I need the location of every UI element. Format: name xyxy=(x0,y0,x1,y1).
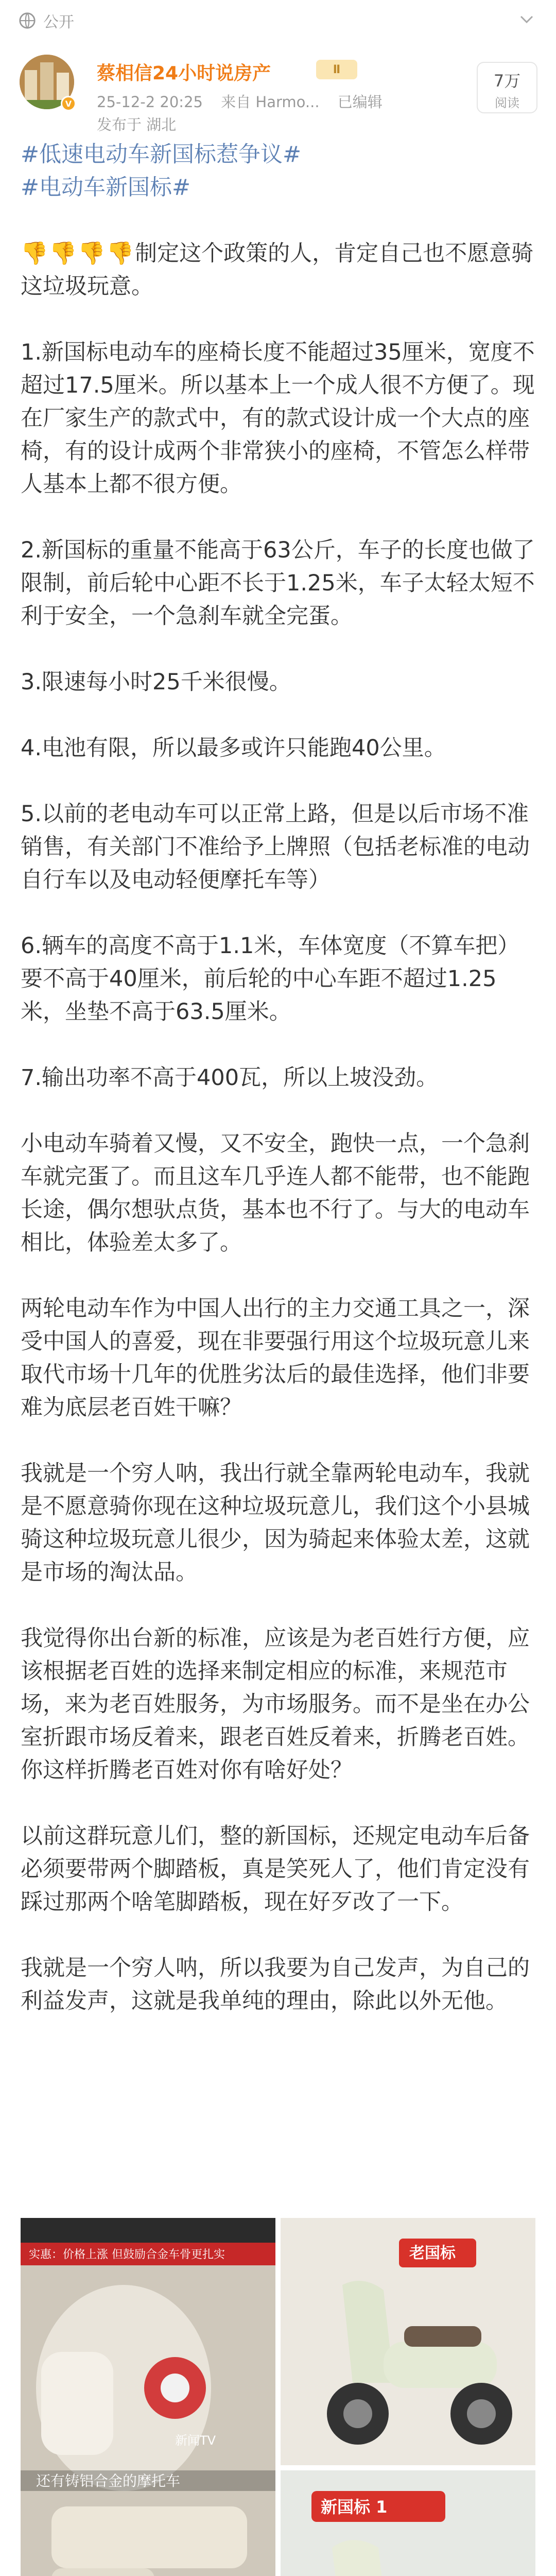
thumbs-down-icon: 👎👎👎👎 xyxy=(21,241,135,266)
paragraph: 两轮电动车作为中国人出行的主力交通工具之一，深受中国人的喜爱，现在非要强行用这个垃圾玩意儿来取代市场十几年的优胜劣汰后的最佳选择，他们非要难为底层老百姓干嘛？ xyxy=(21,1296,530,1420)
reads-label: 阅读 xyxy=(495,96,519,110)
paragraph: 5.以前的老电动车可以正常上路，但是以后市场不准销售，有关部门不准给予上牌照（包括老标准的电动自行车以及电动轻便摩托车等） xyxy=(21,801,530,893)
edited-label[interactable]: 已编辑 xyxy=(337,93,383,111)
old-standard-label: 老国标 xyxy=(409,2244,456,2262)
reads-counter xyxy=(477,62,537,113)
image-scooter-closeup[interactable] xyxy=(21,2218,275,2576)
post-meta xyxy=(97,91,396,112)
paragraph: 4.电池有限，所以最多或许只能跑40公里。 xyxy=(21,735,446,761)
paragraph: 3.限速每小时25千米很慢。 xyxy=(21,669,291,695)
paragraph: 我就是一个穷人呐，所以我要为自己发声，为自己的利益发声，这就是我单纯的理由，除此以外无他。 xyxy=(21,1955,530,2014)
image-banner-text: 实惠：价格上涨 但鼓励合金车骨更扎实 xyxy=(29,2248,225,2261)
image-grid xyxy=(21,2218,535,2576)
paragraph: 👎👎👎👎制定这个政策的人，肯定自己也不愿意骑这垃圾玩意。 xyxy=(21,237,535,303)
post-source: 来自 Harmo... xyxy=(221,93,320,111)
visibility-label: 公开 xyxy=(43,13,74,31)
post-body xyxy=(0,129,556,2018)
image-new-standard[interactable] xyxy=(281,2470,535,2576)
top-bar xyxy=(0,0,556,41)
topic-tags xyxy=(21,138,535,204)
globe-icon xyxy=(19,12,36,29)
reads-count: 7万 xyxy=(493,71,521,91)
paragraph: 小电动车骑着又慢，又不安全，跑快一点，一个急刹车就完蛋了。而且这车几乎连人都不能带，也不能跑长途，偶尔想驮点货，基本也不行了。与大的电动车相比，体验差太多了。 xyxy=(21,1131,530,1256)
post-location: 发布于 湖北 xyxy=(97,116,177,133)
level-badge: Ⅱ xyxy=(316,60,357,79)
verified-badge-icon: V xyxy=(61,96,76,111)
image-caption-top: 还有铸铝合金的摩托车 xyxy=(36,2472,181,2489)
paragraph: 2.新国标的重量不能高于63公斤，车子的长度也做了限制，前后轮中心距不长于1.25米，车子太轻太短不利于安全，一个急刹车就全完蛋。 xyxy=(21,537,535,629)
paragraph: 我觉得你出台新的标准，应该是为老百姓行方便，应该根据老百姓的选择来制定相应的标准，来规范市场，来为老百姓服务，为市场服务。而不是坐在办公室折跟市场反着来，跟老百姓反着来，折腾老百姓。你这样折腾老百姓对你有啥好处？ xyxy=(21,1625,530,1783)
topic-tag[interactable]: #电动车新国标# xyxy=(21,175,191,200)
author-row xyxy=(0,41,556,133)
paragraph: 1.新国标电动车的座椅长度不能超过35厘米，宽度不超过17.5厘米。所以基本上一个成人很不方便了。现在厂家生产的款式中，有的款式设计成一个大点的座椅，有的设计成两个非常狭小的座椅，不管怎么样带人基本上都不很方便。 xyxy=(21,340,535,497)
paragraph: 我就是一个穷人呐，我出行就全靠两轮电动车，我就是不愿意骑你现在这种垃圾玩意儿，我们这个小县城骑这种垃圾玩意儿很少，因为骑起来体验太差，这就是市场的淘汰品。 xyxy=(21,1461,530,1585)
paragraph: 6.辆车的高度不高于1.1米，车体宽度（不算车把）要不高于40厘米，前后轮的中心车距不超过1.25米，坐垫不高于63.5厘米。 xyxy=(21,933,520,1025)
post-date: 25-12-2 20:25 xyxy=(97,93,203,111)
image-watermark: 新闻TV xyxy=(175,2433,216,2448)
paragraph: 7.输出功率不高于400瓦，所以上坡没劲。 xyxy=(21,1065,439,1091)
chevron-down-icon[interactable] xyxy=(520,15,533,24)
author-name[interactable]: 蔡相信24小时说房产 xyxy=(97,63,271,84)
new-standard-label: 新国标 1 xyxy=(321,2497,388,2517)
image-old-standard[interactable] xyxy=(281,2218,535,2465)
topic-tag[interactable]: #低速电动车新国标惹争议# xyxy=(21,142,302,167)
paragraph: 以前这群玩意儿们，整的新国标，还规定电动车后备必须要带两个脚踏板，真是笑死人了，他们肯定没有踩过那两个啥笔脚踏板，现在好歹改了一下。 xyxy=(21,1823,530,1915)
